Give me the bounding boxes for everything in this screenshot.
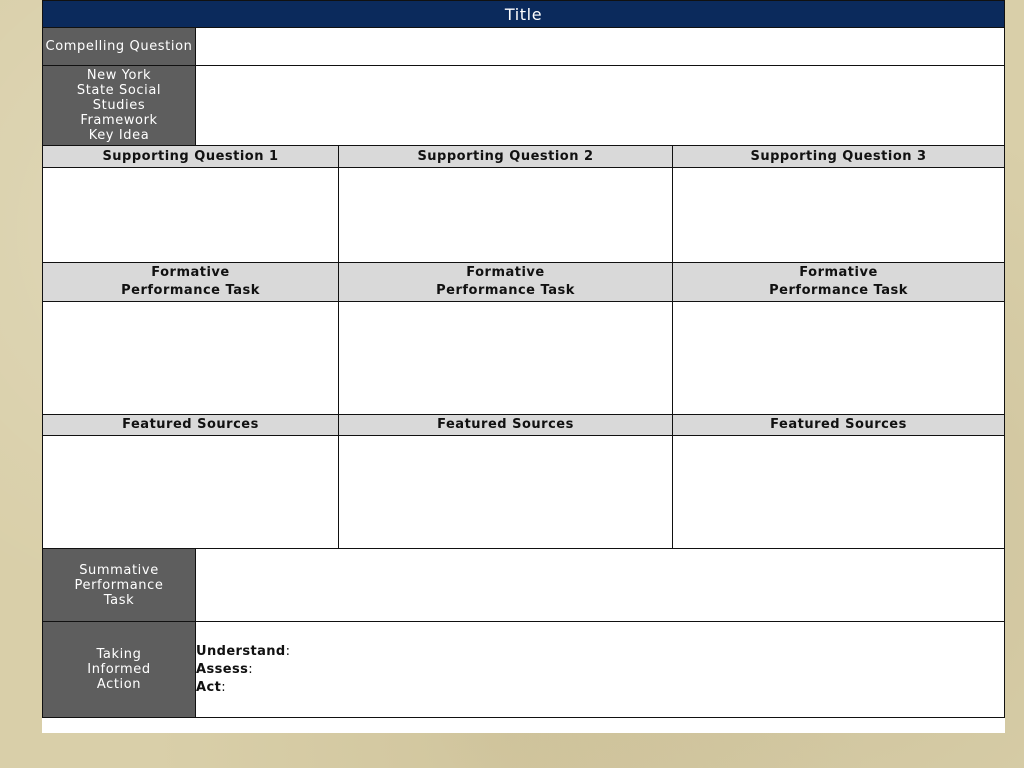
compelling-question-label: Compelling Question — [45, 39, 193, 54]
understand-line: Understand: — [196, 643, 291, 659]
key-idea-field[interactable] — [196, 66, 1005, 146]
act-line: Act: — [196, 679, 226, 695]
key-idea-label-line: Framework — [80, 113, 158, 128]
supporting-question-1-header: Supporting Question 1 — [43, 146, 339, 168]
formative-task-1-header: Formative Performance Task — [43, 263, 339, 302]
featured-sources-3-field[interactable] — [673, 436, 1005, 549]
compelling-question-field[interactable] — [196, 28, 1005, 66]
taking-informed-action-field[interactable] — [196, 622, 1005, 718]
key-idea-label-line: State Social — [76, 83, 162, 98]
assess-line: Assess: — [196, 661, 254, 677]
formative-task-2-field[interactable] — [339, 302, 673, 415]
title-cell — [43, 1, 1005, 28]
formative-task-3-field[interactable] — [673, 302, 1005, 415]
key-idea-label-line: New York — [86, 68, 152, 83]
inquiry-table — [42, 0, 1005, 718]
featured-sources-3-header: Featured Sources — [673, 415, 1005, 436]
featured-sources-1-header: Featured Sources — [43, 415, 339, 436]
formative-task-1-field[interactable] — [43, 302, 339, 415]
formative-task-2-header: Formative Performance Task — [339, 263, 673, 302]
inquiry-design-template — [42, 0, 1005, 733]
compelling-question-label-cell — [43, 28, 196, 66]
supporting-question-2-field[interactable] — [339, 168, 673, 263]
featured-sources-2-header: Featured Sources — [339, 415, 673, 436]
supporting-question-2-header: Supporting Question 2 — [339, 146, 673, 168]
featured-sources-1-field[interactable] — [43, 436, 339, 549]
formative-task-3-header: Formative Performance Task — [673, 263, 1005, 302]
template-title: Title — [504, 4, 543, 24]
key-idea-label-line: Key Idea — [88, 128, 150, 143]
summative-task-field[interactable] — [196, 549, 1005, 622]
featured-sources-2-field[interactable] — [339, 436, 673, 549]
taking-informed-action-label-cell: Taking Informed Action — [43, 622, 196, 718]
key-idea-label-cell — [43, 66, 196, 146]
key-idea-label-line: Studies — [92, 98, 146, 113]
summative-task-label-cell: Summative Performance Task — [43, 549, 196, 622]
supporting-question-1-field[interactable] — [43, 168, 339, 263]
supporting-question-3-field[interactable] — [673, 168, 1005, 263]
supporting-question-3-header: Supporting Question 3 — [673, 146, 1005, 168]
